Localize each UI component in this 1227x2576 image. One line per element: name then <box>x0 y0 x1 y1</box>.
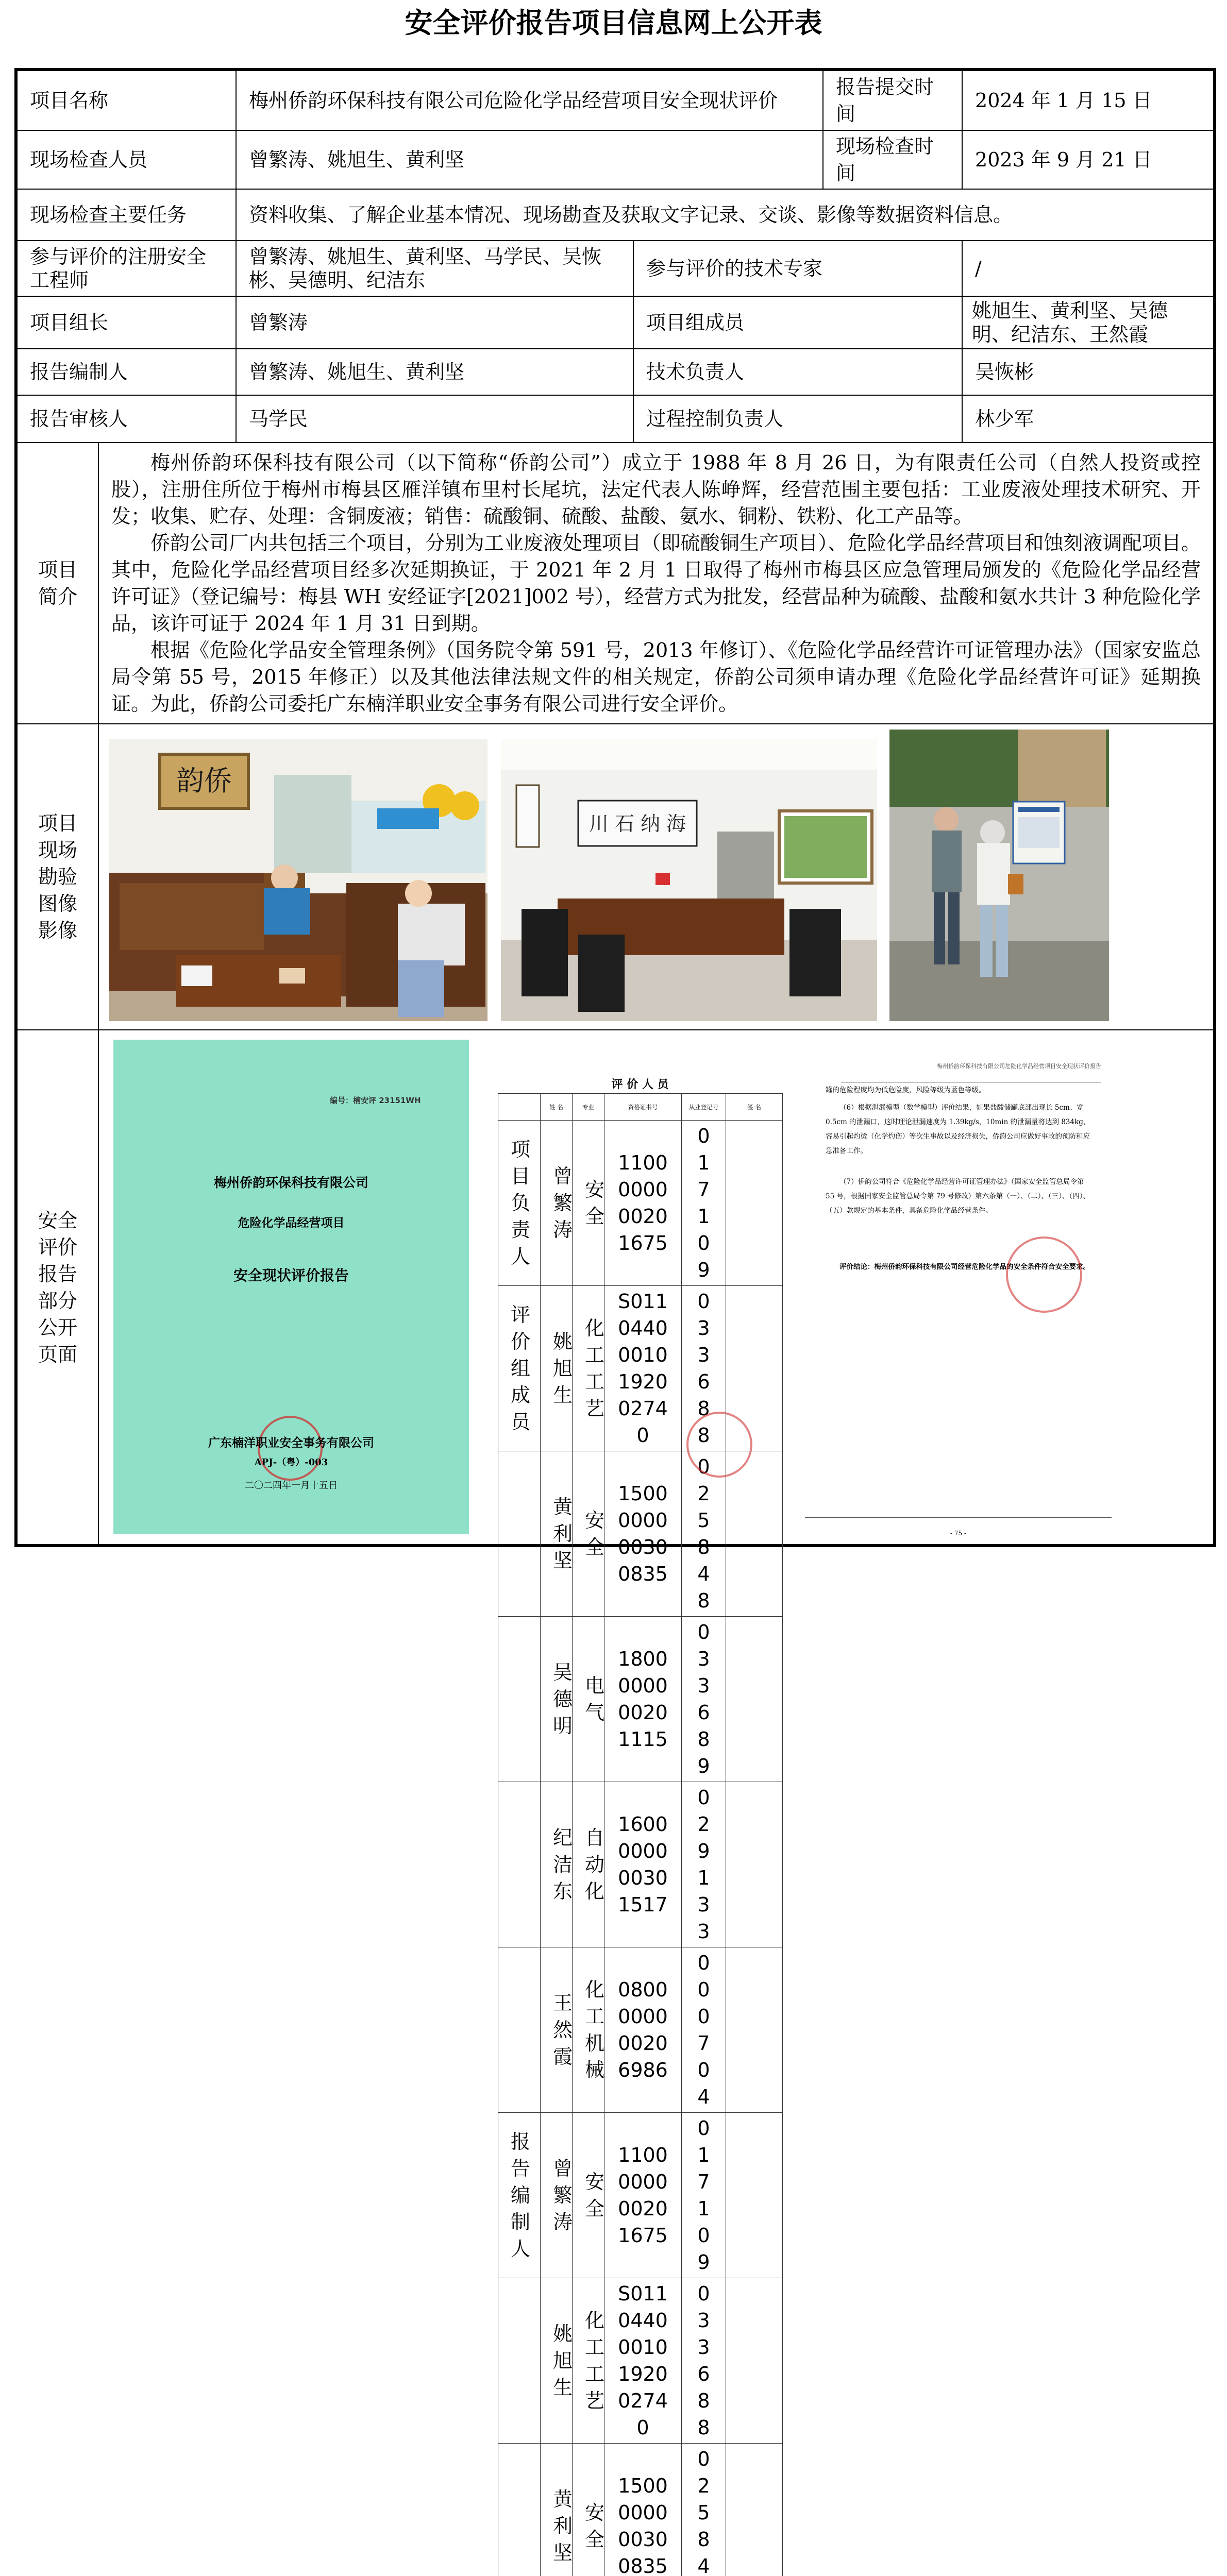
cover-agency: 广东楠洋职业安全事务有限公司 <box>113 1430 469 1456</box>
staff-cell: 电气 <box>573 1617 604 1782</box>
intro-label-1: 项目 <box>30 556 86 583</box>
staff-cell: S011044000101920 02740 <box>604 2278 682 2444</box>
staff-header-cell: 签 名 <box>726 1094 783 1121</box>
tech-lead: 吴恢彬 <box>962 349 1215 395</box>
staff-cell: 1100000000201675 <box>604 2113 682 2278</box>
row-intro <box>16 443 1215 724</box>
staff-signature-cell <box>726 1121 783 1286</box>
staff-row <box>498 1121 783 1286</box>
staff-cell: 025848 <box>682 1451 726 1617</box>
staff-cell: 0800000000206986 <box>604 1947 682 2113</box>
staff-signature-cell <box>726 1782 783 1947</box>
pages-label-3: 报告 <box>30 1261 86 1287</box>
report-conclusion-page <box>805 1051 1112 1533</box>
pages-label-1: 安全 <box>30 1207 86 1234</box>
staff-signature-cell <box>726 1617 783 1782</box>
staff-cell: 纪洁东 <box>541 1782 573 1947</box>
cover-project: 危险化学品经营项目 <box>113 1210 469 1236</box>
staff-signature-cell <box>726 2278 783 2444</box>
staff-cell: 1800000000201115 <box>604 1617 682 1782</box>
cover-company: 梅州侨韵环保科技有限公司 <box>113 1170 469 1196</box>
row-engineers <box>16 241 1215 296</box>
engineers-label: 参与评价的注册安全工程师 <box>16 241 236 296</box>
staff-header-cell <box>498 1094 541 1121</box>
project-name: 梅州侨韵环保科技有限公司危险化学品经营项目安全现状评价 <box>236 70 823 130</box>
staff-cell: 姚旭生 <box>541 2278 573 2444</box>
scroll-text: 川 石 纳 海 <box>589 812 686 835</box>
staff-row <box>498 2444 783 2576</box>
leader-label: 项目组长 <box>16 296 236 349</box>
staff-cell: 评价组成员 <box>498 1286 541 1451</box>
conclusion-verdict: 评价结论：梅州侨韵环保科技有限公司经营危险化学品的安全条件符合安全要求。 <box>826 1260 1094 1274</box>
intro-paragraph-2: 侨韵公司厂内共包括三个项目，分别为工业废液处理项目（即硫酸铜生产项目）、危险化学品经营项目和蚀刻液调配项目。其中，危险化学品经营项目经多次延期换证，于 2021 年 2 月 1 日取得了梅州市梅县区应急管理局颁发的《危险化学品经营许可证》（登记编号：梅县 WH 安经证字[2021]002 号），经营方式为批发，经营品种为硫酸、盐酸和氨水共计 3 种危险化学品，该许可证于 2024 年 1 月 31 日到期。 <box>111 530 1201 637</box>
staff-cell: 王然霞 <box>541 1947 573 2113</box>
experts: / <box>962 241 1215 296</box>
staff-cell: 000704 <box>682 1947 726 2113</box>
staff-cell <box>498 1451 541 1617</box>
photos-label-5: 影像 <box>30 917 86 944</box>
staff-cell: 项目负责人 <box>498 1121 541 1286</box>
conclusion-text-3: （7）侨韵公司符合《危险化学品经营许可证管理办法》（国家安全监管总局令第 55 号，根据国家安全监管总局令第 79 号修改）第六条第（一）、（二）、（三）、（四）、（五）款规定的基本条件，具备危险化学品经营条件。 <box>826 1175 1094 1218</box>
engineers: 曾繁涛、姚旭生、黄利坚、马学民、吴恢彬、吴德明、纪洁东 <box>236 241 633 296</box>
row-inspectors <box>16 130 1215 189</box>
project-name-label: 项目名称 <box>16 70 236 130</box>
staff-signature-cell <box>726 2113 783 2278</box>
staff-cell: 安全 <box>573 1121 604 1286</box>
site-photo-reception <box>109 739 488 1021</box>
photos-label <box>16 724 98 1030</box>
staff-cell: 自动化 <box>573 1782 604 1947</box>
leader: 曾繁涛 <box>236 296 633 349</box>
intro-text <box>98 443 1215 724</box>
report-staff-page <box>491 1066 789 1530</box>
staff-cell: 029133 <box>682 1782 726 1947</box>
staff-cell: 报告编制人 <box>498 2113 541 2278</box>
plaque-text: 韵侨 <box>176 765 232 797</box>
staff-cell: 化工工艺 <box>573 1286 604 1451</box>
staff-cell: 02584 <box>682 2444 726 2576</box>
staff-cell: 017109 <box>682 1121 726 1286</box>
staff-header-cell: 资格证书号 <box>604 1094 682 1121</box>
staff-table <box>498 1093 783 2576</box>
staff-cell <box>498 2278 541 2444</box>
row-tasks <box>16 189 1215 241</box>
submit-time: 2024 年 1 月 15 日 <box>962 70 1215 130</box>
row-report-pages <box>16 1030 1215 1546</box>
cover-cert: APJ-（粤）-003 <box>113 1449 469 1476</box>
staff-signature-cell <box>726 1947 783 2113</box>
staff-cell <box>498 1782 541 1947</box>
compilers-label: 报告编制人 <box>16 349 236 395</box>
photos-label-1: 项目 <box>30 810 86 837</box>
staff-row <box>498 1947 783 2113</box>
experts-label: 参与评价的技术专家 <box>633 241 962 296</box>
staff-row <box>498 1782 783 1947</box>
conclusion-page-number: - 75 - <box>805 1517 1112 1547</box>
staff-header-cell: 专业 <box>573 1094 604 1121</box>
staff-cell: 化工机械 <box>573 1947 604 2113</box>
staff-row <box>498 1617 783 1782</box>
staff-cell: 曾繁涛 <box>541 2113 573 2278</box>
staff-cell: 033689 <box>682 1617 726 1782</box>
cover-number: 编号：楠安评 23151WH <box>330 1087 421 1114</box>
staff-cell: 033688 <box>682 1286 726 1451</box>
intro-label-2: 简介 <box>30 583 86 610</box>
conclusion-text-1: 罐的危险程度均为低危险度，风险等级为蓝色等级。 <box>826 1083 1094 1097</box>
staff-cell: 化工工艺 <box>573 2278 604 2444</box>
staff-row <box>498 2113 783 2278</box>
members-label: 项目组成员 <box>633 296 962 349</box>
reviewer: 马学民 <box>236 395 633 443</box>
site-photos <box>98 724 1215 1030</box>
page-title: 安全评价报告项目信息网上公开表 <box>0 0 1227 46</box>
site-photo-warehouse <box>889 730 1109 1021</box>
staff-row <box>498 1451 783 1617</box>
pages-label-5: 公开 <box>30 1314 86 1341</box>
staff-header-cell: 姓 名 <box>541 1094 573 1121</box>
intro-paragraph-1: 梅州侨韵环保科技有限公司（以下简称“侨韵公司”）成立于 1988 年 8 月 26 日，为有限责任公司（自然人投资或控股），注册住所位于梅州市梅县区雁洋镇布里村长尾坑，法定代表人陈峥辉，经营范围主要包括：工业废液处理技术研究、开发；收集、贮存、处理：含铜废液；销售：硫酸铜、硫酸、盐酸、氨水、铜粉、铁粉、化工产品等。 <box>111 449 1201 530</box>
conclusion-header: 梅州侨韵环保科技有限公司危险化学品经营项目安全现状评价报告 <box>841 1053 1101 1082</box>
conclusion-text-2: （6）根据泄漏模型（数学模型）评价结果，如果盐酸储罐底部出现长 5cm、宽 0.5cm 的泄漏口，这时理论泄漏速度为 1.39kg/s，10min 的泄漏量将达到 834kg，容易引起灼烫（化学灼伤）等次生事故以及经济损失，侨韵公司应做好事故的预防和应急准备工作。 <box>826 1100 1094 1158</box>
submit-time-label: 报告提交时间 <box>823 70 962 130</box>
inspect-time: 2023 年 9 月 21 日 <box>962 130 1215 189</box>
site-photo-meeting-room <box>501 739 877 1021</box>
staff-cell: 1500000000300835 <box>604 1451 682 1617</box>
row-compilers <box>16 349 1215 395</box>
row-leader <box>16 296 1215 349</box>
reviewer-label: 报告审核人 <box>16 395 236 443</box>
info-table <box>14 68 1216 1547</box>
staff-cell <box>498 1617 541 1782</box>
report-cover-page <box>113 1040 469 1534</box>
inspectors-label: 现场检查人员 <box>16 130 236 189</box>
intro-paragraph-3: 根据《危险化学品安全管理条例》（国务院令第 591 号，2013 年修订）、《危险化学品经营许可证管理办法》（国家安监总局令第 55 号，2015 年修正）以及其他法律法规文件的相关规定，侨韵公司须申请办理《危险化学品经营许可证》延期换证。为此，侨韵公司委托广东楠洋职业安全事务有限公司进行安全评价。 <box>111 637 1201 717</box>
conclusion-stamp <box>1006 1236 1082 1313</box>
pages-label-6: 页面 <box>30 1341 86 1368</box>
inspect-time-label: 现场检查时间 <box>823 130 962 189</box>
staff-cell: 1500000000300835 <box>604 2444 682 2576</box>
members: 姚旭生、黄利坚、吴德明、纪洁东、王然霞 <box>962 296 1215 349</box>
photos-label-4: 图像 <box>30 890 86 917</box>
staff-cell <box>498 2444 541 2576</box>
row-photos <box>16 724 1215 1030</box>
row-reviewer <box>16 395 1215 443</box>
tasks-label: 现场检查主要任务 <box>16 189 236 241</box>
staff-signature-cell <box>726 1451 783 1617</box>
staff-row <box>498 2278 783 2444</box>
cover-date: 二〇二四年一月十五日 <box>113 1472 469 1499</box>
staff-stamp <box>686 1412 752 1478</box>
staff-cell: 黄利坚 <box>541 2444 573 2576</box>
staff-cell: 曾繁涛 <box>541 1121 573 1286</box>
pages-label-4: 部分 <box>30 1287 86 1314</box>
tech-lead-label: 技术负责人 <box>633 349 962 395</box>
intro-label <box>16 443 98 724</box>
staff-cell: 1100000000201675 <box>604 1121 682 1286</box>
report-pages <box>98 1030 1215 1546</box>
staff-cell: 1600000000301517 <box>604 1782 682 1947</box>
staff-cell: 安全 <box>573 2113 604 2278</box>
photos-label-2: 现场 <box>30 837 86 863</box>
pages-label <box>16 1030 98 1546</box>
pages-label-2: 评价 <box>30 1234 86 1261</box>
staff-cell: 黄利坚 <box>541 1451 573 1617</box>
staff-cell: 安全 <box>573 2444 604 2576</box>
staff-cell: 吴德明 <box>541 1617 573 1782</box>
cover-report-title: 安全现状评价报告 <box>113 1262 469 1289</box>
process-lead-label: 过程控制负责人 <box>633 395 962 443</box>
tasks: 资料收集、了解企业基本情况、现场勘查及获取文字记录、交谈、影像等数据资料信息。 <box>236 189 1215 241</box>
photos-label-3: 勘验 <box>30 863 86 890</box>
staff-cell: 017109 <box>682 2113 726 2278</box>
staff-cell: S011044000101920 02740 <box>604 1286 682 1451</box>
staff-cell <box>498 1947 541 2113</box>
process-lead: 林少军 <box>962 395 1215 443</box>
staff-header-cell: 从业登记号 <box>682 1094 726 1121</box>
compilers: 曾繁涛、姚旭生、黄利坚 <box>236 349 633 395</box>
staff-page-title: 评 价 人 员 <box>491 1072 789 1098</box>
staff-signature-cell <box>726 2444 783 2576</box>
inspectors: 曾繁涛、姚旭生、黄利坚 <box>236 130 823 189</box>
staff-cell: 姚旭生 <box>541 1286 573 1451</box>
row-project-name <box>16 70 1215 130</box>
staff-cell: 033688 <box>682 2278 726 2444</box>
staff-cell: 安全 <box>573 1451 604 1617</box>
